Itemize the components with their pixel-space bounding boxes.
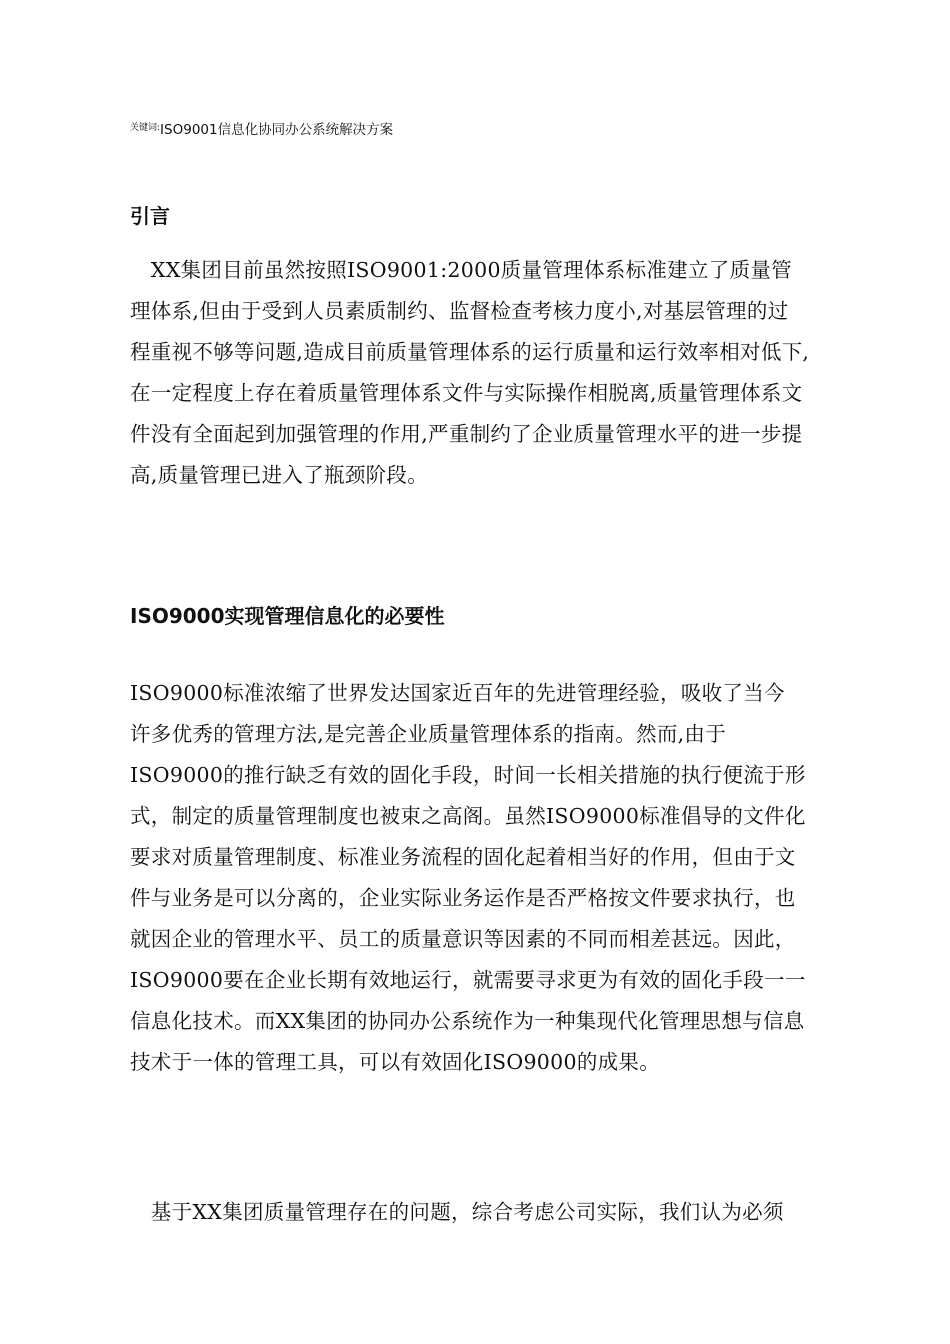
paragraph-line: XX集团目前虽然按照ISO9001:2000质量管理体系标准建立了质量管 — [130, 258, 792, 282]
section-title-necessity: ISO9000实现管理信息化的必要性 — [130, 604, 445, 628]
keywords-text: ISO9001信息化协同办公系统解决方案 — [160, 122, 394, 138]
necessity-paragraph-1 — [130, 673, 875, 1083]
keywords-label: 关键词: — [130, 123, 161, 133]
paragraph-line: 程重视不够等问题,造成目前质量管理体系的运行质量和运行效率相对低下, — [130, 340, 810, 364]
paragraph-line: 技术于一体的管理工具，可以有效固化ISO9000的成果。 — [130, 1050, 661, 1074]
paragraph-line: ISO9000的推行缺乏有效的固化手段，时间一长相关措施的执行便流于形 — [130, 763, 806, 787]
paragraph-line: 要求对质量管理制度、标准业务流程的固化起着相当好的作用，但由于文 — [130, 845, 796, 869]
paragraph-line: 信息化技术。而XX集团的协同办公系统作为一种集现代化管理思想与信息 — [130, 1009, 805, 1033]
paragraph-line: 在一定程度上存在着质量管理体系文件与实际操作相脱离,质量管理体系文 — [130, 381, 803, 405]
paragraph-line: ISO9000要在企业长期有效地运行，就需要寻求更为有效的固化手段一一 — [130, 968, 806, 992]
paragraph-line: 就因企业的管理水平、员工的质量意识等因素的不同而相差甚远。因此， — [130, 927, 796, 951]
intro-paragraph — [130, 250, 875, 496]
paragraph-line: ISO9000标准浓缩了世界发达国家近百年的先进管理经验，吸收了当今 — [130, 681, 785, 705]
paragraph-line: 件没有全面起到加强管理的作用,严重制约了企业质量管理水平的进一步提 — [130, 422, 803, 446]
paragraph-line: 理体系,但由于受到人员素质制约、监督检查考核力度小,对基层管理的过 — [130, 299, 789, 323]
paragraph-line: 许多优秀的管理方法,是完善企业质量管理体系的指南。然而,由于 — [130, 722, 727, 746]
paragraph-line: 式，制定的质量管理制度也被束之高阁。虽然ISO9000标准倡导的文件化 — [130, 804, 806, 828]
keywords-line — [130, 120, 393, 138]
paragraph-line: 件与业务是可以分离的，企业实际业务运作是否严格按文件要求执行，也 — [130, 886, 796, 910]
section-title-intro: 引言 — [130, 204, 170, 228]
paragraph-line: 基于XX集团质量管理存在的问题，综合考虑公司实际，我们认为必须 — [130, 1200, 784, 1224]
necessity-paragraph-2 — [130, 1192, 875, 1233]
paragraph-line: 高,质量管理已进入了瓶颈阶段。 — [130, 463, 429, 487]
